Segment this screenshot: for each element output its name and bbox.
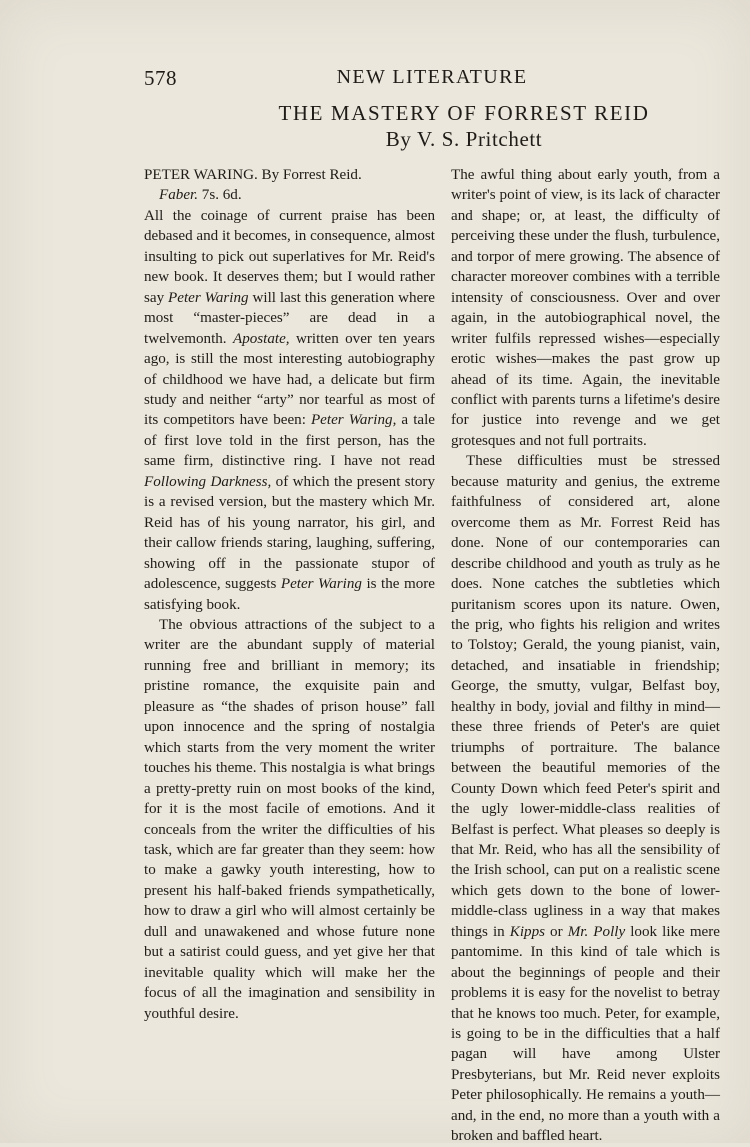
paragraph-2: The obvious attractions of the subject to a writer are the abundant supply of material running free and brilliant in memory; its pristine romance, the exquisite pain and pleasure as “the shades of prison house” fall upon innocence and the spring of nostalgia which starts from the very moment the writer touches his theme. This nostalgia is what brings a pretty-pretty ruin on most books of the kind, for it is the most facile of emotions. And it conceals from the writer the difficulties of his task, which are far greater than they seem: how to make a gawky youth interesting, how to present his half-baked friends sympathetically, how to draw a girl who will almost certainly be dull and unawakened and whose future none but a satirist could guess, and yet give her that inevitable quality which will make her the focus of all the imagination and sensibility in youthful desire. xyxy=(144,616,435,1022)
paragraph-1-text-b: will last this generation where most “master-pieces” are dead in a twelvemonth. xyxy=(144,289,435,347)
running-head: NEW LITERATURE xyxy=(336,66,528,88)
paragraph-1-italic-3: Peter Waring, xyxy=(310,412,397,429)
paragraph-1-text-d: a tale of first love told in the first person, has the same firm, distinctive ring. I have not read xyxy=(144,412,435,470)
book-reference xyxy=(144,165,435,185)
paragraph-1-text-c: written over ten years ago, is still the most interesting autobiography of childhood we have had, a delicate but firm study and neither “arty” nor tearful as most of its competitors have been: xyxy=(144,330,436,429)
paragraph-1-italic-5: Peter Waring xyxy=(280,576,362,593)
paragraph-4-italic-1: Kipps xyxy=(509,923,545,940)
paragraph-4-text-b: or xyxy=(545,923,568,940)
paragraph-1-italic-1: Peter Waring xyxy=(168,289,249,306)
paragraph-1-italic-2: Apostate, xyxy=(232,330,290,347)
book-title-line: PETER WARING. By Forrest Reid. xyxy=(144,167,362,183)
book-price: 7s. 6d. xyxy=(198,187,242,204)
paragraph-4 xyxy=(451,451,720,1146)
paragraph-4-italic-2: Mr. Polly xyxy=(567,923,626,940)
paragraph-1 xyxy=(144,206,435,615)
article-byline: By V. S. Pritchett xyxy=(385,127,543,151)
paragraph-3-continued: The awful thing about early youth, from a writer's point of view, is its lack of character and shape; or, at least, the difficulty of perceiving these under the flush, turbulence, and torpor of mere growing. The absence of character moreover combines with a terrible intensity of consciousness. Over and over again, in the autobiographical novel, the writer fulfils repressed wishes—especially erotic wishes—makes the past grow up ahead of its time. Again, the inevitable conflict with parents turns a lifetime's desire for justice into revenge and we get grotesques and not full portraits. xyxy=(451,167,720,449)
paragraph-4-text-a: These difficulties must be stressed because maturity and genius, the extreme faithfulness of considered art, alone overcome them as Mr. Forrest Reid has done. None of our contemporaries can describe childhood and youth as truly as he does. None catches the subtleties which puritanism scores upon its nature. Owen, the prig, who fights his religion and writes to Tolstoy; Gerald, the young pianist, vain, detached, and insatiable in friendship; George, the smutty, vulgar, Belfast boy, healthy in body, jovial and filthy in mind—these three friends of Peter's are quiet triumphs of portraiture. The balance between the beautiful memories of the County Down which feed Peter's spirit and the ugly lower-middle-class realities of Belfast is perfect. What pleases so deeply is that Mr. Reid, who has all the sensibility of the Irish school, can put on a realistic scene which gets down to the bone of lower-middle-class ugliness in a way that makes things in xyxy=(451,453,720,940)
book-publisher: Faber. xyxy=(159,187,198,204)
paragraph-1-text-e: of which the present story is a revised version, but the mastery which Mr. Reid has of his young narrator, his girl, and their callow friends staring, laughing, suffering, showing off in the passionate stupor of adolescence, suggests xyxy=(144,473,435,593)
paragraph-1-italic-4: Following Darkness, xyxy=(144,473,272,490)
text-column-left xyxy=(144,165,435,1024)
page-number: 578 xyxy=(144,66,177,90)
paragraph-4-text-c: look like mere pantomime. In this kind of tale which is about the beginnings of people and their problems it is easy for the novelist to betray that he knows too much. Peter, for example, is going to be in the difficulties that a half pagan will have among Ulster Presbyterians, but Mr. Reid never exploits Peter philosophically. He remains a youth—and, in the end, no more than a youth with a broken and baffled heart. xyxy=(451,923,720,1145)
paragraph-1-text-a: All the coinage of current praise has been debased and it becomes, in consequence, almost insulting to pick out superlatives for Mr. Reid's new book. It deserves them; but I would rather say xyxy=(144,207,435,306)
book-publisher-line xyxy=(144,185,435,205)
paragraph-1-text-f: is the more satisfying book. xyxy=(144,576,435,613)
article-title: THE MASTERY OF FORREST REID xyxy=(278,101,650,125)
text-column-right xyxy=(451,165,720,1147)
page-header xyxy=(144,66,720,96)
